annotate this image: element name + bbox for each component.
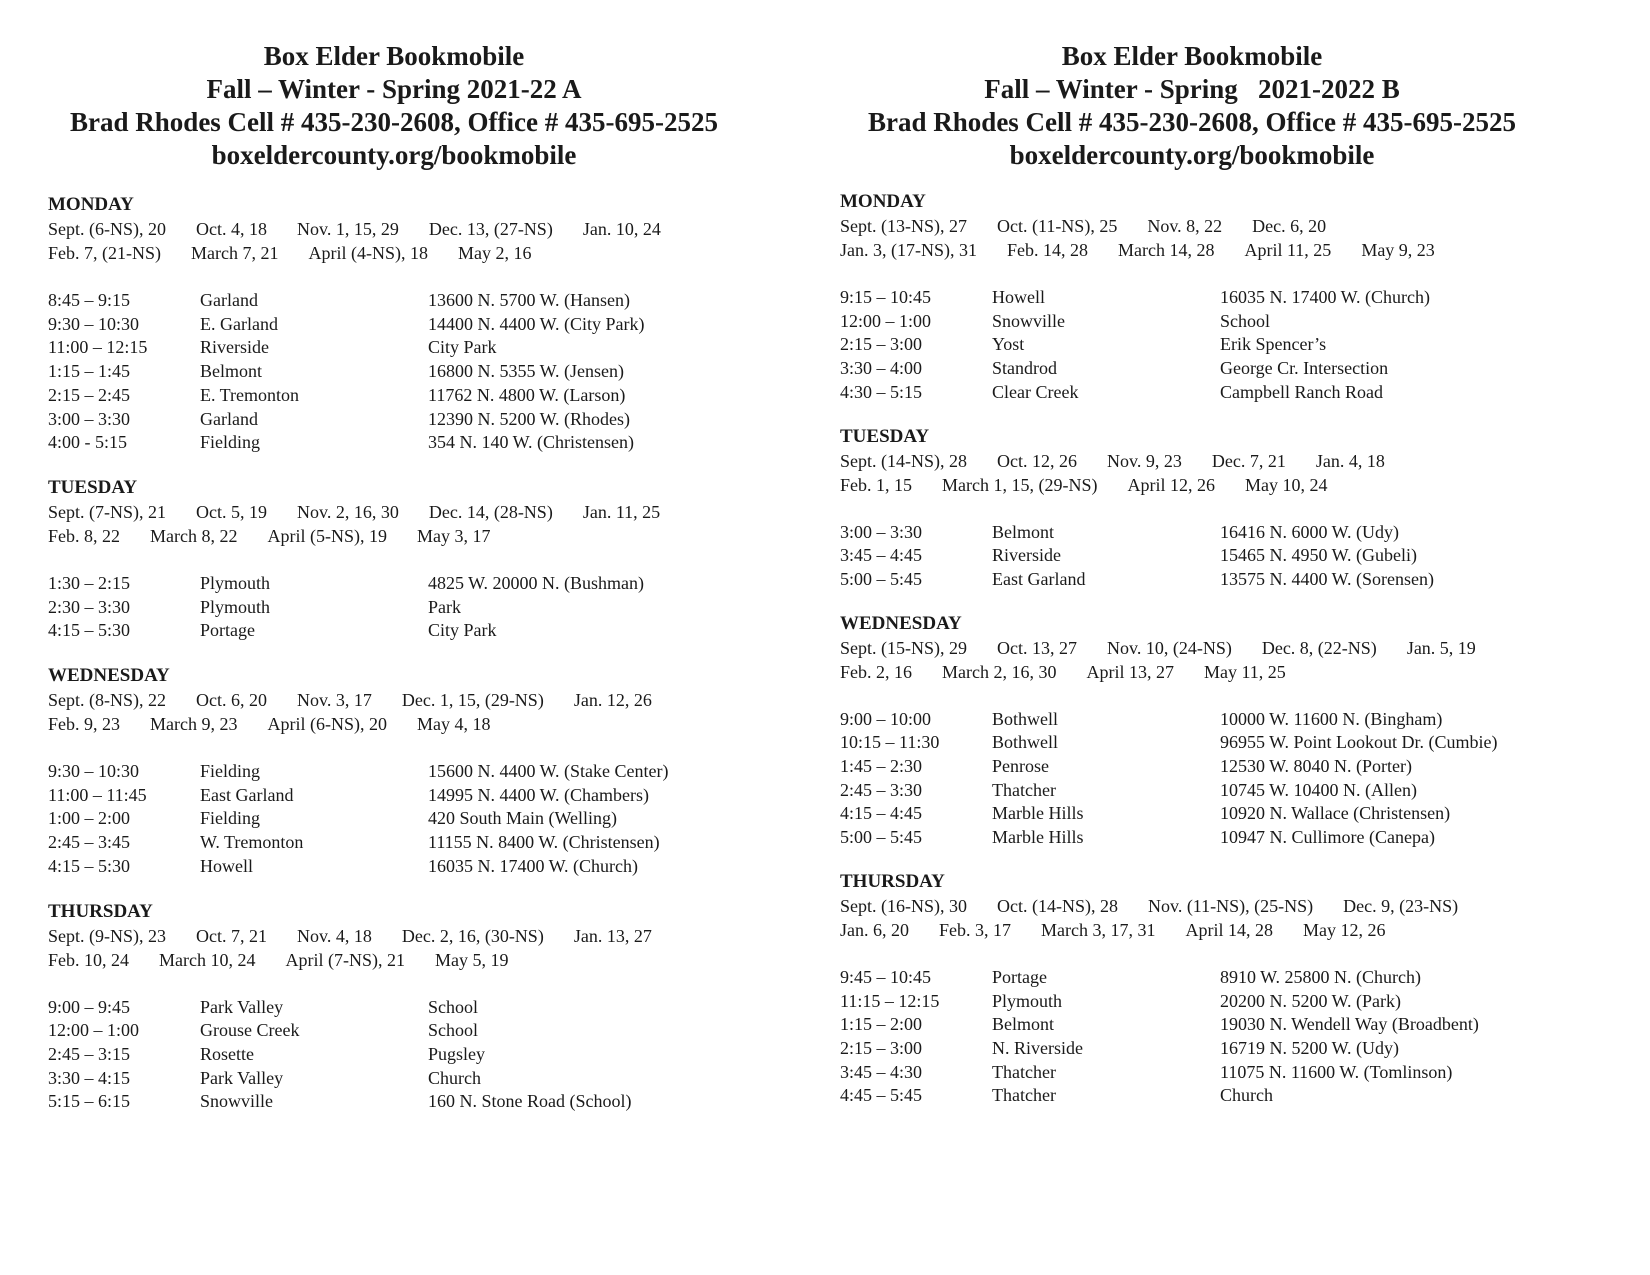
date-row [840,918,1620,942]
stop-time: 9:45 – 10:45 [840,966,932,987]
stop-time: 10:15 – 11:30 [840,732,940,753]
stop-row [48,996,788,1020]
schedule-b-header [840,40,1544,172]
stop-time: 12:00 – 1:00 [48,1020,140,1041]
stop-row [840,1013,1620,1037]
stop-row [48,384,788,408]
stop-time: 9:00 – 9:45 [48,996,131,1017]
stop-time: 9:30 – 10:30 [48,761,140,782]
stop-location: Penrose [992,756,1049,777]
date-entry: Sept. (13-NS), 27 [840,216,967,236]
schedule-a [48,40,788,1114]
stop-time: 8:45 – 9:15 [48,290,131,310]
date-entry: Jan. 3, (17-NS), 31 [840,240,977,260]
date-entry: Oct. (14-NS), 28 [997,895,1118,916]
service-dates [48,217,788,265]
service-dates [48,688,788,736]
stop-row [840,544,1620,568]
stop-location: Howell [200,855,253,876]
stop-row [840,755,1620,779]
stop-time: 5:15 – 6:15 [48,1091,131,1112]
date-entry: May 9, 23 [1361,240,1435,260]
stop-location: Garland [200,290,258,310]
stop-time: 3:00 – 3:30 [840,521,923,542]
schedule-title: Box Elder Bookmobile [1061,41,1323,71]
stop-time: 11:00 – 11:45 [48,784,147,805]
stop-location: E. Tremonton [200,384,300,405]
stop-address: 16416 N. 6000 W. (Udy) [1220,521,1399,542]
stop-row [48,572,788,596]
stop-location: Bothwell [992,708,1058,729]
stop-time: 3:45 – 4:30 [840,1061,923,1082]
stop-row [48,289,788,313]
stop-row [48,784,788,808]
stop-address: Campbell Ranch Road [1220,381,1383,402]
stop-address: 8910 W. 25800 N. (Church) [1220,966,1421,987]
stop-address: 12390 N. 5200 W. (Rhodes) [428,408,630,429]
stop-row [48,619,788,643]
stop-time: 2:15 – 2:45 [48,384,131,405]
stop-row [840,1061,1620,1085]
day-section-wednesday [840,612,1620,870]
stop-location: Thatcher [992,1061,1056,1082]
date-entry: Feb. 10, 24 [48,949,129,970]
stop-location: Fielding [200,761,261,782]
day-section-monday [840,190,1620,425]
day-heading: TUESDAY [840,425,930,447]
stop-list [48,289,788,455]
date-entry: March 9, 23 [150,714,238,735]
stop-time: 3:30 – 4:00 [840,358,923,379]
stop-row [840,966,1620,990]
date-entry: Jan. 4, 18 [1315,450,1385,471]
stop-location: W. Tremonton [200,832,304,853]
stop-row [840,310,1620,334]
day-section-wednesday [48,664,788,900]
day-heading: THURSDAY [48,900,153,922]
stop-list [48,760,788,879]
date-entry: Feb. 3, 17 [939,919,1011,940]
stop-time: 1:30 – 2:15 [48,572,131,593]
date-entry: Dec. 8, (22-NS) [1261,637,1377,658]
schedule-a-days [48,193,788,1114]
date-entry: April (4-NS), 18 [308,243,428,263]
stop-location: Clear Creek [992,381,1079,402]
day-section-tuesday [48,476,788,664]
stop-time: 3:45 – 4:45 [840,545,923,566]
date-entry: Sept. (7-NS), 21 [48,501,166,522]
date-row [840,660,1620,684]
service-dates [840,449,1620,497]
date-entry: Oct. 4, 18 [196,219,267,239]
stop-time: 5:00 – 5:45 [840,568,923,589]
stop-time: 2:30 – 3:30 [48,596,131,617]
stop-row [840,521,1620,545]
date-entry: Nov. 10, (24-NS) [1107,637,1232,658]
stop-address: 16800 N. 5355 W. (Jensen) [428,361,624,382]
stop-row [840,990,1620,1014]
date-entry: Oct. 7, 21 [196,925,267,946]
stop-list [840,521,1620,592]
date-entry: April 12, 26 [1127,474,1215,495]
date-entry: March 10, 24 [159,949,256,970]
stop-time: 9:00 – 10:00 [840,708,932,729]
service-dates [840,636,1620,684]
stop-address: 13575 N. 4400 W. (Sorensen) [1220,568,1434,589]
stop-time: 4:15 – 4:45 [840,803,923,824]
stop-location: Belmont [992,1014,1054,1035]
website-line: boxeldercounty.org/bookmobile [211,140,577,170]
date-entry: Sept. (9-NS), 23 [48,925,166,946]
stop-time: 1:45 – 2:30 [840,756,923,777]
stop-address: Church [428,1067,481,1088]
stop-row [48,313,788,337]
date-entry: Sept. (8-NS), 22 [48,690,166,711]
date-entry: Oct. 6, 20 [196,690,267,711]
stop-time: 11:15 – 12:15 [840,990,940,1011]
stop-location: East Garland [992,568,1086,589]
stop-location: Bothwell [992,732,1058,753]
date-entry: Jan. 13, 27 [573,925,652,946]
date-row [840,214,1620,238]
stop-address: 16035 N. 17400 W. (Church) [1220,287,1430,307]
date-row [840,894,1620,918]
stop-time: 1:15 – 1:45 [48,361,131,382]
stop-row [840,826,1620,850]
date-entry: Oct. (11-NS), 25 [997,216,1118,236]
service-dates [840,214,1620,262]
date-entry: Nov. 9, 23 [1107,450,1182,471]
date-entry: Sept. (15-NS), 29 [840,637,967,658]
date-entry: March 2, 16, 30 [942,661,1057,682]
stop-location: E. Garland [200,313,278,334]
date-entry: Sept. (14-NS), 28 [840,450,967,471]
stop-address: City Park [428,620,497,641]
stop-time: 4:15 – 5:30 [48,620,131,641]
stop-location: Rosette [200,1043,254,1064]
stop-address: 14400 N. 4400 W. (City Park) [428,313,645,334]
date-entry: April (6-NS), 20 [267,714,387,735]
stop-address: School [1220,310,1271,331]
date-entry: Oct. 12, 26 [997,450,1077,471]
date-entry: Dec. 7, 21 [1211,450,1286,471]
date-entry: March 8, 22 [150,525,238,546]
date-entry: Sept. (16-NS), 30 [840,895,967,916]
date-entry: May 5, 19 [434,949,509,970]
stop-location: Fielding [200,432,261,453]
stop-address: School [428,996,479,1017]
date-entry: March 3, 17, 31 [1041,919,1156,940]
stop-address: City Park [428,337,497,358]
date-row [48,524,788,548]
stop-row [840,802,1620,826]
stop-address: 20200 N. 5200 W. (Park) [1220,990,1401,1011]
stop-time: 5:00 – 5:45 [840,827,923,848]
stop-address: 12530 W. 8040 N. (Porter) [1220,756,1412,777]
date-entry: Dec. 14, (28-NS) [428,501,553,522]
date-row [840,636,1620,660]
stop-time: 11:00 – 12:15 [48,337,148,358]
stop-location: Thatcher [992,779,1056,800]
schedule-title: Box Elder Bookmobile [263,41,525,71]
stop-location: Snowville [200,1091,274,1112]
stop-row [840,1037,1620,1061]
stop-time: 4:45 – 5:45 [840,1085,923,1106]
stop-address: 13600 N. 5700 W. (Hansen) [428,290,630,310]
stop-row [48,336,788,360]
stop-address: 15600 N. 4400 W. (Stake Center) [428,761,669,782]
date-entry: Jan. 5, 19 [1406,637,1476,658]
stop-time: 1:00 – 2:00 [48,808,131,829]
date-entry: Dec. 9, (23-NS) [1343,895,1459,916]
stop-location: Riverside [200,337,269,358]
stop-time: 4:15 – 5:30 [48,855,131,876]
stop-time: 9:30 – 10:30 [48,313,140,334]
date-entry: Nov. (11-NS), (25-NS) [1147,895,1314,916]
stop-row [840,357,1620,381]
stop-location: Marble Hills [992,803,1084,824]
date-entry: April 13, 27 [1086,661,1174,682]
date-entry: Feb. 9, 23 [48,714,120,735]
stop-time: 2:15 – 3:00 [840,334,923,355]
date-entry: April (5-NS), 19 [267,525,387,546]
date-entry: May 4, 18 [416,714,491,735]
stop-location: Plymouth [992,990,1063,1011]
stop-time: 2:45 – 3:30 [840,779,923,800]
schedule-a-header [48,40,740,172]
schedule-season: Fall – Winter - Spring 2021-2022 B [984,74,1400,104]
date-entry: May 11, 25 [1203,661,1286,682]
stop-time: 12:00 – 1:00 [840,310,932,331]
date-row [48,924,788,948]
date-row [48,948,788,972]
stop-address: Pugsley [428,1043,486,1064]
stop-address: 420 South Main (Welling) [428,808,618,829]
service-dates [48,500,788,548]
stop-location: Grouse Creek [200,1020,300,1041]
stop-time: 2:45 – 3:15 [48,1043,131,1064]
stop-address: George Cr. Intersection [1220,358,1389,379]
stop-time: 2:45 – 3:45 [48,832,131,853]
day-heading: MONDAY [48,194,134,215]
stop-location: Snowville [992,310,1066,331]
stop-time: 4:30 – 5:15 [840,381,923,402]
stop-location: Portage [200,620,255,641]
stop-row [48,596,788,620]
stop-time: 1:15 – 2:00 [840,1014,923,1035]
stop-address: 11075 N. 11600 W. (Tomlinson) [1220,1061,1453,1082]
stop-time: 2:15 – 3:00 [840,1037,923,1058]
stop-address: 354 N. 140 W. (Christensen) [428,432,634,453]
stop-location: N. Riverside [992,1037,1083,1058]
stop-time: 9:15 – 10:45 [840,287,932,307]
date-entry: Sept. (6-NS), 20 [48,219,166,239]
schedule-b-days [840,190,1620,1108]
stop-list [840,286,1620,405]
day-heading: WEDNESDAY [48,665,170,687]
date-entry: Dec. 1, 15, (29-NS) [401,690,544,711]
date-entry: Dec. 13, (27-NS) [428,219,553,239]
website-line: boxeldercounty.org/bookmobile [1009,140,1375,170]
stop-location: Portage [992,966,1047,987]
stop-time: 3:30 – 4:15 [48,1067,131,1088]
stop-time: 4:00 - 5:15 [48,432,127,453]
date-entry: Oct. 13, 27 [997,637,1077,658]
stop-row [48,760,788,784]
stop-address: 4825 W. 20000 N. (Bushman) [428,572,644,593]
date-entry: Feb. 7, (21-NS) [48,243,161,263]
date-entry: April 14, 28 [1185,919,1273,940]
stop-row [840,1084,1620,1108]
date-row [48,217,788,241]
date-row [48,241,788,265]
date-row [48,688,788,712]
date-entry: Nov. 1, 15, 29 [297,219,399,239]
stop-list [48,572,788,643]
date-entry: March 14, 28 [1118,240,1215,260]
date-entry: Nov. 4, 18 [297,925,372,946]
date-entry: April (7-NS), 21 [285,949,405,970]
day-section-thursday [840,870,1620,1108]
stop-location: Belmont [200,361,262,382]
stop-location: Garland [200,408,258,429]
day-heading: MONDAY [840,191,926,212]
stop-list [840,966,1620,1108]
stop-location: Park Valley [200,996,284,1017]
stop-address: Church [1220,1085,1273,1106]
date-entry: May 10, 24 [1244,474,1328,495]
date-entry: Jan. 6, 20 [840,919,909,940]
date-entry: Feb. 1, 15 [840,474,912,495]
schedule-b [840,40,1620,1108]
contact-line: Brad Rhodes Cell # 435-230-2608, Office # 435-695-2525 [70,107,718,137]
date-entry: March 7, 21 [191,243,279,263]
stop-row [48,807,788,831]
schedule-season: Fall – Winter - Spring 2021-22 A [206,74,582,104]
service-dates [48,924,788,972]
contact-line: Brad Rhodes Cell # 435-230-2608, Office # 435-695-2525 [868,107,1516,137]
service-dates [840,894,1620,942]
day-section-thursday [48,900,788,1115]
stop-location: Park Valley [200,1067,284,1088]
date-entry: Feb. 8, 22 [48,525,120,546]
stop-row [48,1067,788,1091]
stop-address: 14995 N. 4400 W. (Chambers) [428,784,649,805]
stop-location: Howell [992,287,1045,307]
stop-row [840,333,1620,357]
date-entry: May 3, 17 [416,525,491,546]
stop-row [48,431,788,455]
stop-location: Belmont [992,521,1054,542]
date-entry: April 11, 25 [1244,240,1332,260]
stop-location: Fielding [200,808,261,829]
day-heading: TUESDAY [48,476,138,498]
stop-location: Thatcher [992,1085,1056,1106]
stop-row [840,286,1620,310]
stop-address: 160 N. Stone Road (School) [428,1091,632,1112]
date-entry: Oct. 5, 19 [196,501,267,522]
day-heading: THURSDAY [840,870,945,892]
stop-location: East Garland [200,784,294,805]
date-entry: Feb. 14, 28 [1007,240,1088,260]
stop-location: Yost [992,334,1025,355]
stop-location: Plymouth [200,596,271,617]
date-entry: Dec. 6, 20 [1252,216,1327,236]
stop-row [48,1019,788,1043]
stop-row [48,1090,788,1114]
stop-location: Riverside [992,545,1061,566]
date-entry: Dec. 2, 16, (30-NS) [401,925,544,946]
stop-address: 96955 W. Point Lookout Dr. (Cumbie) [1220,732,1498,753]
date-row [48,712,788,736]
stop-list [48,996,788,1115]
stop-row [840,708,1620,732]
stop-location: Standrod [992,358,1057,379]
stop-row [48,1043,788,1067]
date-entry: Jan. 11, 25 [582,501,661,522]
stop-address: 11762 N. 4800 W. (Larson) [428,384,626,405]
stop-address: 10947 N. Cullimore (Canepa) [1220,827,1435,848]
day-heading: WEDNESDAY [840,612,962,634]
stop-address: Erik Spencer’s [1220,334,1327,355]
stop-row [840,381,1620,405]
date-entry: Nov. 2, 16, 30 [297,501,399,522]
date-entry: Nov. 3, 17 [297,690,372,711]
stop-location: Marble Hills [992,827,1084,848]
date-entry: May 12, 26 [1302,919,1386,940]
date-row [840,238,1620,262]
stop-location: Plymouth [200,572,271,593]
stop-address: Park [428,596,461,617]
stop-address: 16719 N. 5200 W. (Udy) [1220,1037,1399,1058]
stop-address: 11155 N. 8400 W. (Christensen) [428,832,660,853]
stop-address: 16035 N. 17400 W. (Church) [428,855,638,876]
date-entry: Nov. 8, 22 [1147,216,1223,236]
stop-row [48,831,788,855]
date-entry: Feb. 2, 16 [840,661,912,682]
stop-address: School [428,1020,479,1041]
date-entry: Jan. 12, 26 [573,690,652,711]
day-section-monday [48,193,788,476]
day-section-tuesday [840,425,1620,612]
stop-address: 19030 N. Wendell Way (Broadbent) [1220,1014,1479,1035]
date-row [840,449,1620,473]
stop-row [48,408,788,432]
stop-address: 10920 N. Wallace (Christensen) [1220,803,1451,824]
stop-row [840,568,1620,592]
date-entry: May 2, 16 [457,243,532,263]
stop-list [840,708,1620,850]
stop-address: 15465 N. 4950 W. (Gubeli) [1220,545,1417,566]
date-entry: March 1, 15, (29-NS) [942,474,1098,495]
stop-time: 3:00 – 3:30 [48,408,131,429]
date-entry: Jan. 10, 24 [582,219,661,239]
date-row [48,500,788,524]
stop-row [48,360,788,384]
stop-address: 10000 W. 11600 N. (Bingham) [1220,708,1443,729]
stop-row [48,855,788,879]
stop-row [840,731,1620,755]
stop-address: 10745 W. 10400 N. (Allen) [1220,779,1417,800]
date-row [840,473,1620,497]
stop-row [840,779,1620,803]
